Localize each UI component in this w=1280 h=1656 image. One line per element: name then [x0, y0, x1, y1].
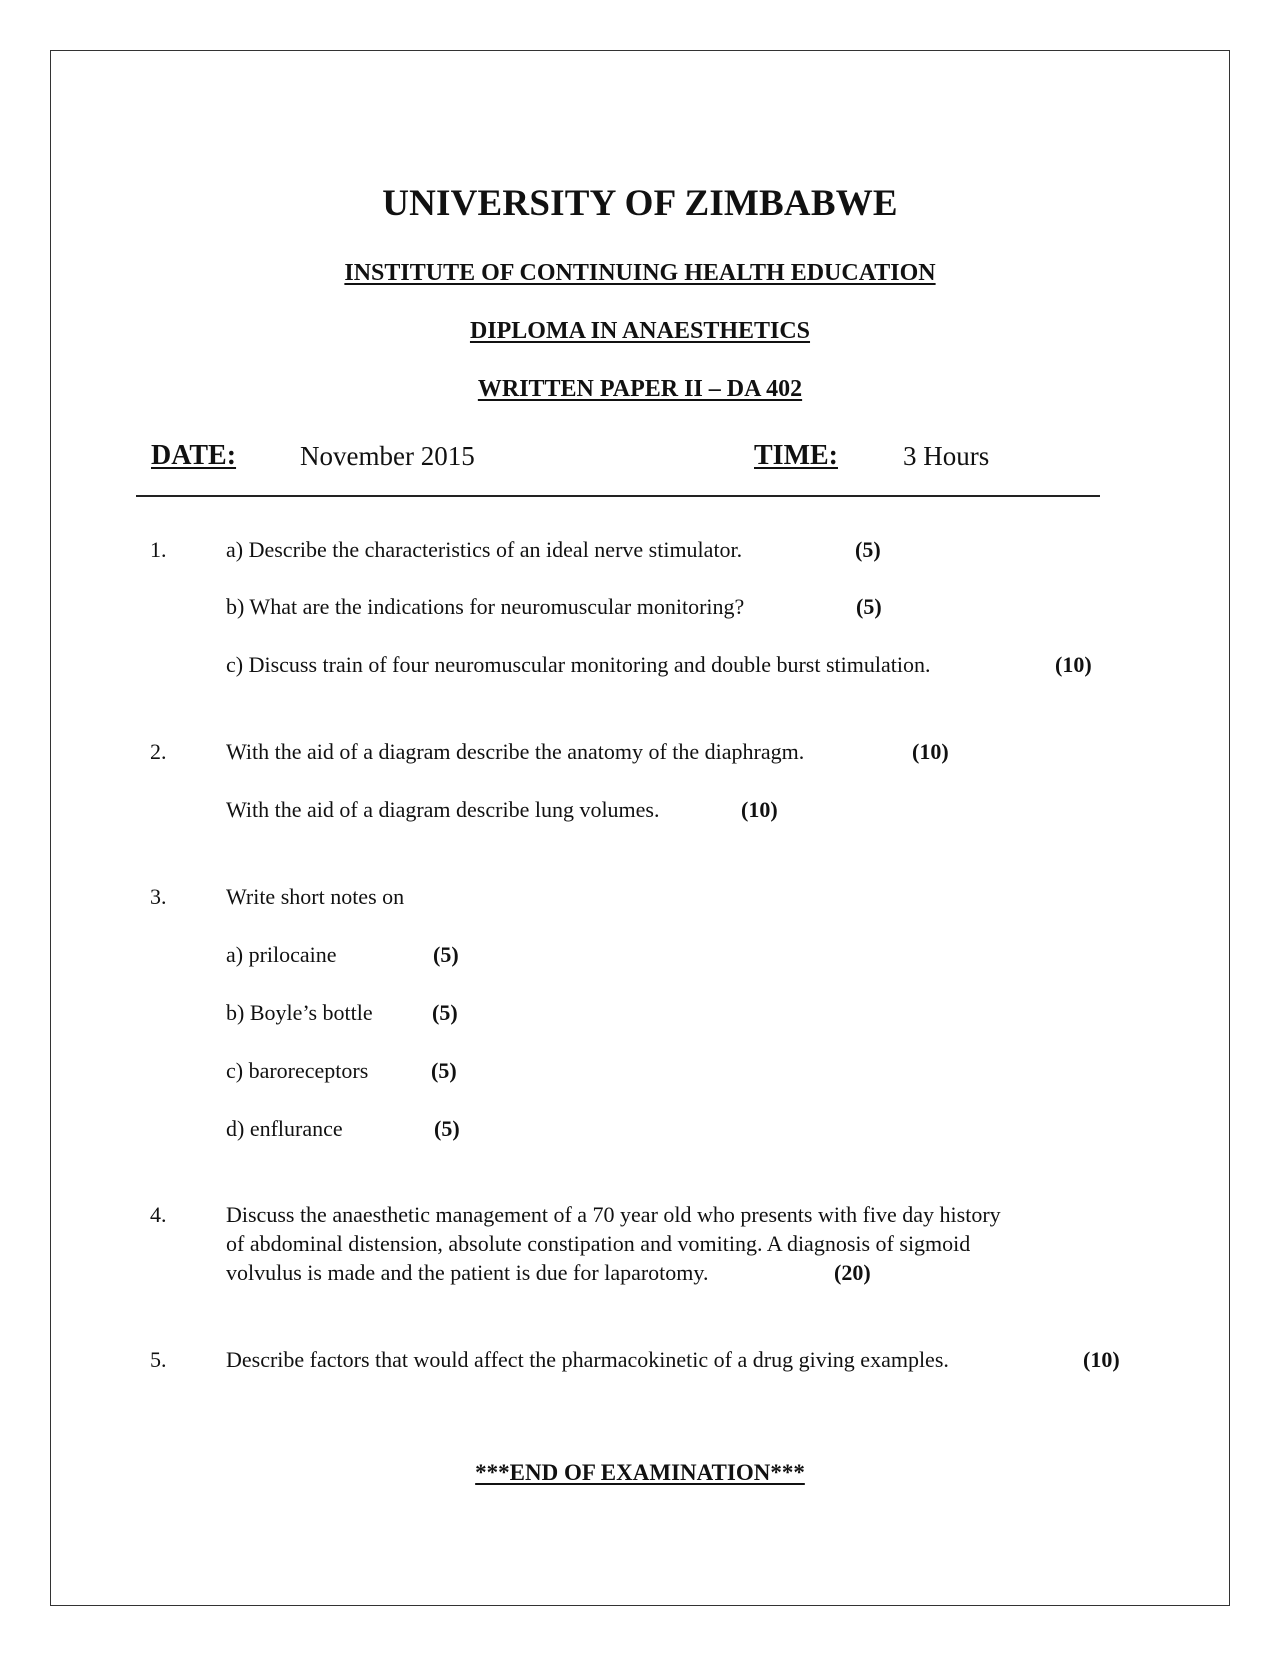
- time-label: TIME:: [754, 440, 838, 471]
- question-2b-text: With the aid of a diagram describe lung volumes.: [226, 797, 660, 822]
- question-2a-marks: (10): [912, 739, 949, 764]
- university-title: UNIVERSITY OF ZIMBABWE: [382, 183, 898, 224]
- question-3-intro: Write short notes on: [226, 884, 405, 909]
- question-2a-text: With the aid of a diagram describe the anatomy of the diaphragm.: [226, 739, 805, 764]
- time-value: 3 Hours: [903, 441, 990, 471]
- question-5-text: Describe factors that would affect the pharmacokinetic of a drug giving examples.: [226, 1347, 949, 1372]
- question-1b-marks: (5): [856, 594, 882, 619]
- question-1a-text: a) Describe the characteristics of an ideal nerve stimulator.: [226, 537, 743, 562]
- question-5-number: 5.: [150, 1347, 167, 1372]
- question-1b-text: b) What are the indications for neuromuscular monitoring?: [226, 594, 745, 619]
- question-4-line-3: volvulus is made and the patient is due for laparotomy.: [226, 1260, 709, 1285]
- question-5-marks: (10): [1083, 1347, 1120, 1372]
- institute-heading: INSTITUTE OF CONTINUING HEALTH EDUCATION: [344, 260, 936, 286]
- question-1-number: 1.: [150, 537, 167, 562]
- question-2b-marks: (10): [741, 797, 778, 822]
- question-3a-text: a) prilocaine: [226, 942, 337, 967]
- question-3b-marks: (5): [432, 1000, 458, 1025]
- question-3d-text: d) enflurance: [226, 1116, 343, 1141]
- paper-heading: WRITTEN PAPER II – DA 402: [477, 376, 803, 402]
- question-4-line-1: Discuss the anaesthetic management of a 70 year old who presents with five day history: [226, 1202, 1001, 1227]
- question-4-number: 4.: [150, 1202, 167, 1227]
- question-3c-marks: (5): [431, 1058, 457, 1083]
- programme-heading: DIPLOMA IN ANAESTHETICS: [469, 318, 811, 344]
- question-1c-text: c) Discuss train of four neuromuscular monitoring and double burst stimulation.: [226, 652, 931, 677]
- question-3-number: 3.: [150, 884, 167, 909]
- date-label: DATE:: [151, 440, 237, 471]
- header-divider: [136, 495, 1100, 497]
- question-3d-marks: (5): [434, 1116, 460, 1141]
- question-3c-text: c) baroreceptors: [226, 1058, 369, 1083]
- question-2-number: 2.: [150, 739, 167, 764]
- date-value: November 2015: [300, 441, 475, 471]
- question-1a-marks: (5): [855, 537, 881, 562]
- question-3a-marks: (5): [433, 942, 459, 967]
- end-of-examination: ***END OF EXAMINATION***: [475, 1460, 805, 1485]
- question-1c-marks: (10): [1055, 652, 1092, 677]
- question-3b-text: b) Boyle’s bottle: [226, 1000, 373, 1025]
- question-4-marks: (20): [834, 1260, 871, 1285]
- question-4-line-2: of abdominal distension, absolute constipation and vomiting. A diagnosis of sigmoid: [226, 1231, 971, 1256]
